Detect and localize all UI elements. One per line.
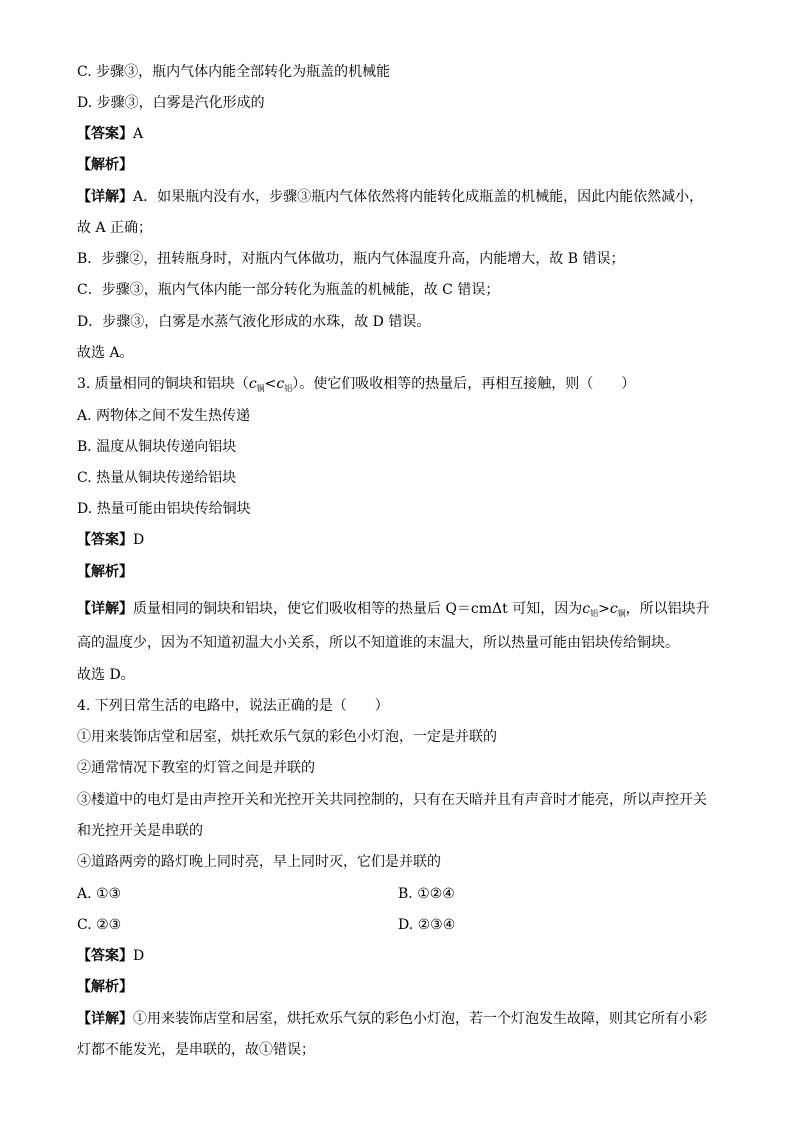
subscript-copper: 铜 [617,609,626,618]
subscript-aluminum: 铝 [284,384,293,393]
answer-value: D [133,948,145,964]
q4-detail-2: 灯都不能发光，是串联的，故①错误； [77,1042,315,1058]
q2-answer [77,124,143,144]
greater-than-sign: > [598,601,610,617]
q4-stem: 4. 下列日常生活的电路中，说法正确的是（ ） [77,698,389,714]
subscript-copper: 铜 [256,384,265,393]
q3-stem-start: 3. 质量相同的铜块和铝块（ [77,376,249,392]
q3-analysis-label: 【解析】 [77,564,133,580]
q4-option-b: B. ①②④ [398,886,455,902]
q4-option-a: A. ①③ [77,886,122,902]
subscript-aluminum: 铝 [590,609,599,618]
q4-option-d: D. ②③④ [398,917,456,933]
answer-label: 【答案】 [77,948,133,964]
q3-option-a: A. 两物体之间不发生热传递 [77,408,251,424]
detail-text: ①用来装饰店堂和居室，烘托欢乐气氛的彩色小灯泡，若一个灯泡发生故障，则其它所有小彩 [133,1011,707,1027]
c-symbol: c [276,376,285,392]
q2-detail-4: C．步骤③，瓶内气体内能一部分转化为瓶盖的机械能，故 C 错误； [77,282,500,298]
q2-detail-5: D．步骤③，白雾是水蒸气液化形成的水珠，故 D 错误。 [77,314,431,330]
detail-label: 【详解】 [77,1011,133,1027]
answer-value: A [133,126,144,142]
q3-stem [77,374,635,399]
q4-item-4: ④道路两旁的路灯晚上同时亮，早上同时灭，它们是并联的 [77,854,441,870]
q4-analysis-label: 【解析】 [77,979,133,995]
q3-detail-2: 高的温度少，因为不知道初温大小关系，所以不知道谁的末温大，所以热量可能由铝块传给铜块。 [77,635,679,651]
detail-text-end: ，所以铝块升 [625,601,710,617]
c-symbol: c [609,601,618,617]
q4-item-2: ②通常情况下教室的灯管之间是并联的 [77,760,315,776]
q3-option-d: D. 热量可能由铝块传给铜块 [77,501,251,517]
c-symbol: c [248,376,257,392]
q4-detail-1 [77,1009,707,1029]
detail-label: 【详解】 [77,601,133,617]
q2-conclusion: 故选 A。 [77,345,134,361]
answer-value: D [133,532,145,548]
q2-detail-1 [77,187,703,207]
detail-text: 质量相同的铜块和铝块，使它们吸收相等的热量后 Q＝cmΔt 可知，因为 [133,601,583,617]
detail-text: A．如果瓶内没有水，步骤③瓶内气体依然将内能转化成瓶盖的机械能，因此内能依然减小， [133,189,704,205]
c-symbol: c [582,601,591,617]
answer-label: 【答案】 [77,126,133,142]
q3-option-c: C. 热量从铜块传递给铝块 [77,470,237,486]
q4-option-c: C. ②③ [77,917,122,933]
q3-option-b: B. 温度从铜块传递向铝块 [77,439,237,455]
q3-stem-end: ）。使它们吸收相等的热量后，再相互接触，则（ ） [292,376,636,392]
q3-detail-1 [77,599,710,624]
less-than-sign: < [264,376,277,392]
q2-option-c: C. 步骤③，瓶内气体内能全部转化为瓶盖的机械能 [77,64,391,80]
q2-detail-3: B．步骤②，扭转瓶身时，对瓶内气体做功，瓶内气体温度升高，内能增大，故 B 错误； [77,251,625,267]
q2-analysis-label: 【解析】 [77,157,133,173]
q2-detail-2: 故 A 正确； [77,220,153,236]
q4-answer [77,946,144,966]
q3-conclusion: 故选 D。 [77,667,135,683]
q4-item-3a: ③楼道中的电灯是由声控开关和光控开关共同控制的，只有在天暗并且有声音时才能亮，所以声控开关 [77,792,707,808]
q4-item-1: ①用来装饰店堂和居室，烘托欢乐气氛的彩色小灯泡，一定是并联的 [77,729,497,745]
q4-item-3b: 和光控开关是串联的 [77,823,203,839]
q3-answer [77,530,144,550]
answer-label: 【答案】 [77,532,133,548]
q2-option-d: D. 步骤③，白雾是汽化形成的 [77,95,265,111]
detail-label: 【详解】 [77,189,133,205]
